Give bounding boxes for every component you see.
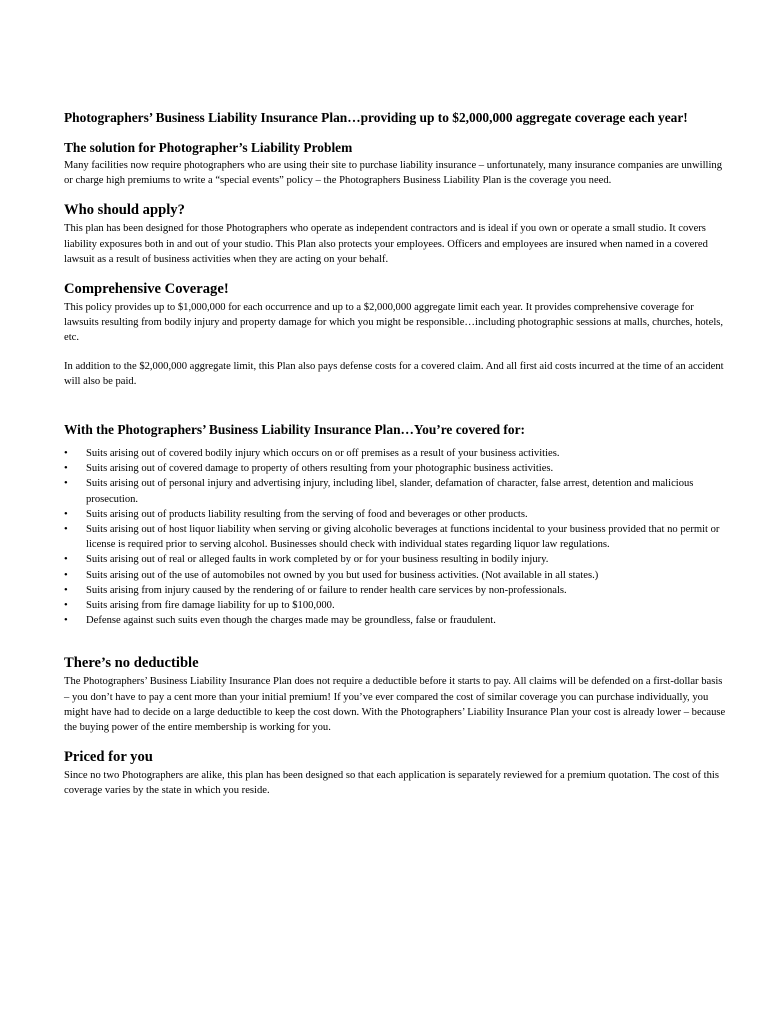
bullet-icon: • — [64, 463, 68, 475]
list-item-text: Suits arising out of covered damage to property of others resulting from your photographic business activities. — [86, 463, 554, 475]
list-item — [64, 522, 724, 552]
bullet-icon: • — [64, 508, 68, 520]
bullet-icon: • — [64, 554, 68, 566]
section-covered-for — [64, 421, 730, 628]
section-spacer — [64, 628, 730, 654]
covered-list — [64, 446, 724, 628]
section-solution — [64, 139, 730, 188]
section-body-comprehensive-coverage: This policy provides up to $1,000,000 for each occurrence and up to a $2,000,000 aggregate limit each year. It provides comprehensive coverage for lawsuits resulting from bodily injury and property damage for which you might be responsible…including photographic sessions at malls, churches, hotels, etc. — [64, 302, 724, 344]
section-heading-comprehensive-coverage: Comprehensive Coverage! — [64, 281, 229, 298]
list-item — [64, 583, 724, 598]
list-item-text: Suits arising out of host liquor liability when serving or giving alcoholic beverages at functions incidental to your business provided that no permit or license is required prior to serving alcohol. Businesses should check with individual states regarding liquor law regulations. — [86, 524, 720, 551]
list-item — [64, 598, 724, 613]
list-item-text: Suits arising from fire damage liability for up to $100,000. — [86, 600, 335, 612]
section-body-who-should-apply: This plan has been designed for those Photographers who operate as independent contractors and is ideal if you own or operate a small studio. It covers liability exposures both in and out of your studio. This Plan also protects your employees. Officers and employees are insured when named in a covered lawsuit as a result of business activities when they are acting on your behalf. — [64, 223, 708, 265]
bullet-icon: • — [64, 524, 68, 536]
list-item-text: Suits arising out of personal injury and advertising injury, including libel, slander, defamation of character, false arrest, detention and malicious prosecution. — [86, 478, 694, 505]
section-body-solution: Many facilities now require photographers who are using their site to purchase liability insurance – unfortunately, many insurance companies are unwilling or charge high premiums to write a “special events” policy – the Photographers Business Liability Plan is the coverage you need. — [64, 160, 722, 187]
bullet-icon: • — [64, 615, 68, 627]
section-heading-who-should-apply: Who should apply? — [64, 202, 185, 219]
section-heading-solution: The solution for Photographer’s Liability Problem — [64, 140, 353, 155]
section-body-aggregate-limit: In addition to the $2,000,000 aggregate limit, this Plan also pays defense costs for a covered claim. And all first aid costs incurred at the time of an accident will also be paid. — [64, 360, 724, 387]
bullet-icon: • — [64, 584, 68, 596]
section-comprehensive-coverage — [64, 280, 730, 389]
section-heading-priced-for-you: Priced for you — [64, 749, 153, 766]
covered-for-heading: With the Photographers’ Business Liability Insurance Plan…You’re covered for: — [64, 422, 525, 438]
list-item — [64, 568, 724, 583]
list-item — [64, 476, 724, 506]
list-item-text: Defense against such suits even though the charges made may be groundless, false or fraudulent. — [86, 615, 496, 627]
bullet-icon: • — [64, 448, 68, 460]
list-item — [64, 613, 724, 628]
list-item-text: Suits arising out of products liability resulting from the serving of food and beverages or other products. — [86, 508, 528, 520]
section-no-deductible — [64, 654, 730, 735]
section-heading-no-deductible: There’s no deductible — [64, 655, 199, 672]
section-who-should-apply — [64, 201, 730, 267]
list-item-text: Suits arising from injury caused by the rendering of or failure to render health care services by non-professionals. — [86, 584, 567, 596]
list-item — [64, 461, 724, 476]
list-item — [64, 446, 724, 461]
list-item-text: Suits arising out of the use of automobiles not owned by you but used for business activities. (Not available in all states.) — [86, 569, 599, 581]
bullet-icon: • — [64, 478, 68, 490]
list-item — [64, 552, 724, 567]
list-item — [64, 507, 724, 522]
list-item-text: Suits arising out of real or alleged faults in work completed by or for your business resulting in bodily injury. — [86, 554, 549, 566]
section-body-priced-for-you: Since no two Photographers are alike, this plan has been designed so that each application is separately reviewed for a premium quotation. The cost of this coverage varies by the state in which you reside. — [64, 770, 719, 797]
list-item-text: Suits arising out of covered bodily injury which occurs on or off premises as a result of your business activities. — [86, 448, 560, 460]
document-title: Photographers’ Business Liability Insurance Plan…providing up to $2,000,000 aggregate coverage each year! — [64, 110, 688, 125]
section-body-no-deductible: The Photographers’ Business Liability Insurance Plan does not require a deductible before it starts to pay. All claims will be defended on a first-dollar basis – you don’t have to pay a cent more than your initial premium! If you’ve ever compared the cost of similar coverage you can purchase individually, you might have had to decide on a large deductible to keep the cost down. With the Photographers’ Liability Insurance Plan your cost is already lower – because the buying power of the entire membership is working for you. — [64, 676, 726, 734]
section-priced-for-you — [64, 748, 730, 798]
bullet-icon: • — [64, 600, 68, 612]
bullet-icon: • — [64, 569, 68, 581]
